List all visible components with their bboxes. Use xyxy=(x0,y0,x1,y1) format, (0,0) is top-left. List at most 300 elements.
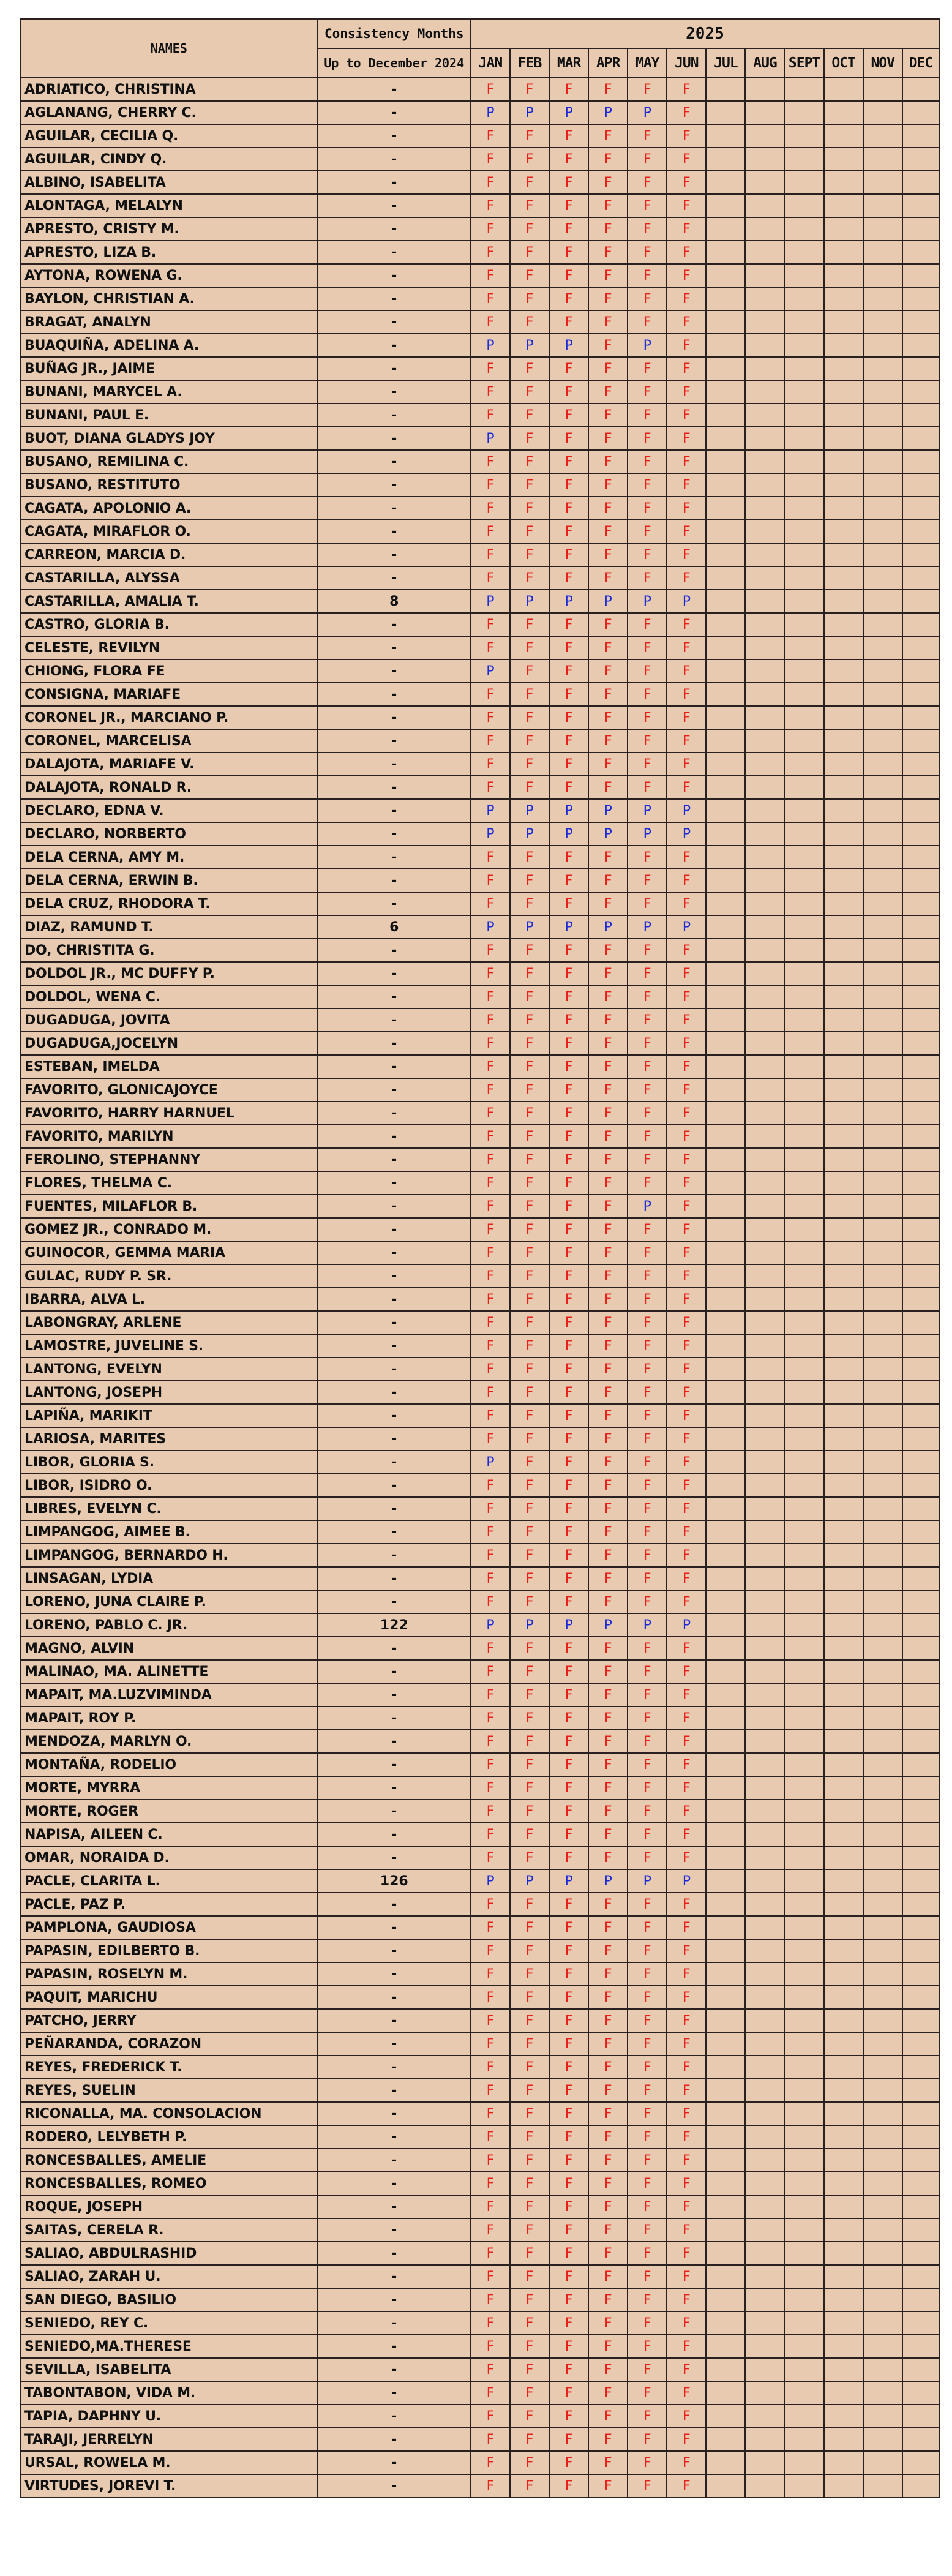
empty-month-cell xyxy=(785,1683,824,1707)
month-mark: F xyxy=(549,124,588,148)
month-mark: F xyxy=(667,1497,706,1520)
empty-month-cell xyxy=(706,1520,745,1544)
member-name: FAVORITO, MARILYN xyxy=(20,1125,318,1148)
month-mark: F xyxy=(510,1032,549,1055)
month-mark: F xyxy=(628,1986,667,2009)
consistency-months-value: - xyxy=(318,1707,471,1730)
month-mark: F xyxy=(588,985,628,1008)
empty-month-cell xyxy=(706,1334,745,1357)
member-name: ALBINO, ISABELITA xyxy=(20,171,318,194)
empty-month-cell xyxy=(902,985,939,1008)
empty-month-cell xyxy=(745,520,784,543)
empty-month-cell xyxy=(824,171,863,194)
empty-month-cell xyxy=(824,1520,863,1544)
consistency-months-value: - xyxy=(318,2079,471,2102)
empty-month-cell xyxy=(785,1497,824,1520)
month-mark: F xyxy=(510,939,549,962)
empty-month-cell xyxy=(785,427,824,450)
empty-month-cell xyxy=(824,1776,863,1800)
month-mark: F xyxy=(628,357,667,380)
month-mark: F xyxy=(667,264,706,287)
empty-month-cell xyxy=(863,1078,902,1102)
month-mark: F xyxy=(510,194,549,217)
year-header: 2025 xyxy=(471,19,939,48)
empty-month-cell xyxy=(745,427,784,450)
month-mark: F xyxy=(510,520,549,543)
month-mark: F xyxy=(471,1567,510,1590)
empty-month-cell xyxy=(785,1264,824,1288)
consistency-months-value: - xyxy=(318,869,471,892)
empty-month-cell xyxy=(824,1008,863,1032)
empty-month-cell xyxy=(863,1590,902,1613)
month-mark: F xyxy=(549,473,588,497)
month-mark: F xyxy=(667,1311,706,1334)
month-mark: F xyxy=(628,1707,667,1730)
month-mark: F xyxy=(510,2381,549,2405)
empty-month-cell xyxy=(745,2056,784,2079)
table-row xyxy=(20,450,939,473)
month-mark: F xyxy=(510,1078,549,1102)
month-mark: F xyxy=(628,636,667,659)
empty-month-cell xyxy=(745,217,784,241)
table-row xyxy=(20,1986,939,2009)
table-row xyxy=(20,1264,939,1288)
empty-month-cell xyxy=(863,1823,902,1846)
month-mark: F xyxy=(471,1171,510,1195)
consistency-months-value: - xyxy=(318,1683,471,1707)
month-mark: P xyxy=(588,590,628,613)
month-mark: F xyxy=(510,1916,549,1939)
month-mark: F xyxy=(510,1567,549,1590)
empty-month-cell xyxy=(863,1381,902,1404)
consistency-months-value: - xyxy=(318,287,471,310)
month-mark: F xyxy=(667,2335,706,2358)
empty-month-cell xyxy=(706,124,745,148)
consistency-months-value: - xyxy=(318,962,471,985)
empty-month-cell xyxy=(902,729,939,753)
month-mark: F xyxy=(471,2335,510,2358)
empty-month-cell xyxy=(785,1171,824,1195)
empty-month-cell xyxy=(863,2311,902,2335)
empty-month-cell xyxy=(706,776,745,799)
empty-month-cell xyxy=(706,1427,745,1451)
month-mark: F xyxy=(667,2358,706,2381)
month-mark: F xyxy=(510,566,549,590)
month-mark: F xyxy=(628,729,667,753)
table-row xyxy=(20,1869,939,1893)
empty-month-cell xyxy=(902,846,939,869)
member-name: MORTE, ROGER xyxy=(20,1800,318,1823)
empty-month-cell xyxy=(902,241,939,264)
month-mark: F xyxy=(510,2218,549,2242)
empty-month-cell xyxy=(902,753,939,776)
month-mark: P xyxy=(471,590,510,613)
empty-month-cell xyxy=(706,1008,745,1032)
member-name: FEROLINO, STEPHANNY xyxy=(20,1148,318,1171)
empty-month-cell xyxy=(824,1660,863,1683)
member-name: DELA CERNA, ERWIN B. xyxy=(20,869,318,892)
month-mark: F xyxy=(628,217,667,241)
member-name: AGUILAR, CECILIA Q. xyxy=(20,124,318,148)
consistency-months-value: - xyxy=(318,450,471,473)
empty-month-cell xyxy=(824,357,863,380)
empty-month-cell xyxy=(902,1148,939,1171)
empty-month-cell xyxy=(785,2451,824,2474)
empty-month-cell xyxy=(785,2032,824,2056)
table-row xyxy=(20,869,939,892)
month-mark: F xyxy=(588,2428,628,2451)
table-row xyxy=(20,1660,939,1683)
empty-month-cell xyxy=(863,2474,902,2498)
month-mark: F xyxy=(667,1962,706,1986)
month-mark: F xyxy=(667,683,706,706)
empty-month-cell xyxy=(824,217,863,241)
empty-month-cell xyxy=(863,404,902,427)
month-mark: F xyxy=(471,1520,510,1544)
month-mark: F xyxy=(667,1823,706,1846)
table-row xyxy=(20,217,939,241)
empty-month-cell xyxy=(863,1125,902,1148)
member-name: PACLE, PAZ P. xyxy=(20,1893,318,1916)
month-mark: P xyxy=(628,1613,667,1637)
empty-month-cell xyxy=(863,566,902,590)
table-row xyxy=(20,334,939,357)
empty-month-cell xyxy=(902,1427,939,1451)
empty-month-cell xyxy=(745,2474,784,2498)
empty-month-cell xyxy=(863,892,902,915)
table-row xyxy=(20,753,939,776)
month-mark: F xyxy=(549,148,588,171)
empty-month-cell xyxy=(902,2172,939,2195)
empty-month-cell xyxy=(824,2335,863,2358)
month-mark: F xyxy=(628,1008,667,1032)
month-mark: F xyxy=(471,2474,510,2498)
empty-month-cell xyxy=(863,1683,902,1707)
member-name: OMAR, NORAIDA D. xyxy=(20,1846,318,1869)
month-mark: F xyxy=(471,1148,510,1171)
month-mark: F xyxy=(667,2428,706,2451)
month-mark: F xyxy=(471,450,510,473)
empty-month-cell xyxy=(745,1567,784,1590)
table-row xyxy=(20,985,939,1008)
empty-month-cell xyxy=(706,962,745,985)
empty-month-cell xyxy=(902,2218,939,2242)
table-row xyxy=(20,683,939,706)
month-mark: F xyxy=(588,2405,628,2428)
month-mark: F xyxy=(628,1800,667,1823)
month-mark: F xyxy=(549,380,588,404)
empty-month-cell xyxy=(824,1381,863,1404)
table-row xyxy=(20,194,939,217)
month-mark: F xyxy=(628,241,667,264)
empty-month-cell xyxy=(706,2265,745,2288)
empty-month-cell xyxy=(902,1404,939,1427)
empty-month-cell xyxy=(902,1893,939,1916)
empty-month-cell xyxy=(902,427,939,450)
empty-month-cell xyxy=(902,2056,939,2079)
empty-month-cell xyxy=(863,194,902,217)
member-name: CHIONG, FLORA FE xyxy=(20,659,318,683)
empty-month-cell xyxy=(785,1707,824,1730)
empty-month-cell xyxy=(863,1613,902,1637)
empty-month-cell xyxy=(745,148,784,171)
empty-month-cell xyxy=(902,2358,939,2381)
member-name: APRESTO, CRISTY M. xyxy=(20,217,318,241)
empty-month-cell xyxy=(824,2079,863,2102)
month-mark: F xyxy=(549,1241,588,1264)
month-mark: F xyxy=(510,1451,549,1474)
consistency-months-value: - xyxy=(318,1078,471,1102)
empty-month-cell xyxy=(706,706,745,729)
member-name: CELESTE, REVILYN xyxy=(20,636,318,659)
month-mark: F xyxy=(588,124,628,148)
month-mark: F xyxy=(510,1311,549,1334)
empty-month-cell xyxy=(706,1544,745,1567)
empty-month-cell xyxy=(863,1451,902,1474)
month-mark: F xyxy=(588,2079,628,2102)
month-mark: F xyxy=(510,1707,549,1730)
table-row xyxy=(20,241,939,264)
month-mark: P xyxy=(628,334,667,357)
month-mark: F xyxy=(588,1823,628,1846)
month-mark: F xyxy=(471,2172,510,2195)
month-mark: P xyxy=(471,334,510,357)
table-row xyxy=(20,1241,939,1264)
month-mark: F xyxy=(471,1404,510,1427)
month-mark: F xyxy=(510,2125,549,2149)
month-mark: F xyxy=(471,148,510,171)
empty-month-cell xyxy=(706,217,745,241)
member-name: DOLDOL, WENA C. xyxy=(20,985,318,1008)
month-mark: F xyxy=(667,380,706,404)
empty-month-cell xyxy=(824,101,863,124)
empty-month-cell xyxy=(863,148,902,171)
empty-month-cell xyxy=(824,148,863,171)
month-mark: F xyxy=(628,2381,667,2405)
empty-month-cell xyxy=(824,1451,863,1474)
empty-month-cell xyxy=(785,497,824,520)
member-name: ROQUE, JOSEPH xyxy=(20,2195,318,2218)
member-name: TAPIA, DAPHNY U. xyxy=(20,2405,318,2428)
empty-month-cell xyxy=(902,590,939,613)
consistency-months-value: - xyxy=(318,1846,471,1869)
table-row xyxy=(20,2335,939,2358)
member-name: AGUILAR, CINDY Q. xyxy=(20,148,318,171)
empty-month-cell xyxy=(824,1567,863,1590)
month-mark: F xyxy=(667,659,706,683)
month-mark: F xyxy=(667,636,706,659)
month-mark: F xyxy=(588,1241,628,1264)
month-mark: F xyxy=(588,427,628,450)
consistency-months-value: - xyxy=(318,1102,471,1125)
empty-month-cell xyxy=(863,2335,902,2358)
month-mark: F xyxy=(628,1893,667,1916)
empty-month-cell xyxy=(902,915,939,939)
month-mark: F xyxy=(471,1008,510,1032)
empty-month-cell xyxy=(785,2265,824,2288)
empty-month-cell xyxy=(785,1218,824,1241)
month-mark: F xyxy=(510,1730,549,1753)
month-mark: F xyxy=(471,310,510,334)
month-mark: F xyxy=(628,776,667,799)
empty-month-cell xyxy=(902,1986,939,2009)
empty-month-cell xyxy=(785,450,824,473)
empty-month-cell xyxy=(745,1730,784,1753)
empty-month-cell xyxy=(745,613,784,636)
month-mark: F xyxy=(667,1939,706,1962)
empty-month-cell xyxy=(706,1241,745,1264)
member-name: APRESTO, LIZA B. xyxy=(20,241,318,264)
empty-month-cell xyxy=(706,683,745,706)
empty-month-cell xyxy=(863,1846,902,1869)
month-mark: F xyxy=(510,171,549,194)
month-mark: F xyxy=(628,2405,667,2428)
month-mark: F xyxy=(588,1474,628,1497)
empty-month-cell xyxy=(824,2218,863,2242)
table-row xyxy=(20,590,939,613)
empty-month-cell xyxy=(863,869,902,892)
month-mark: F xyxy=(549,2172,588,2195)
member-name: ESTEBAN, IMELDA xyxy=(20,1055,318,1078)
empty-month-cell xyxy=(745,78,784,101)
consistency-months-value: - xyxy=(318,1032,471,1055)
empty-month-cell xyxy=(824,1707,863,1730)
consistency-months-value: - xyxy=(318,427,471,450)
empty-month-cell xyxy=(863,729,902,753)
consistency-months-value: - xyxy=(318,1962,471,1986)
empty-month-cell xyxy=(902,1939,939,1962)
month-mark: F xyxy=(510,1962,549,1986)
empty-month-cell xyxy=(863,357,902,380)
month-mark: F xyxy=(471,2405,510,2428)
empty-month-cell xyxy=(785,124,824,148)
month-mark: F xyxy=(471,1055,510,1078)
month-mark: F xyxy=(549,985,588,1008)
member-name: LANTONG, JOSEPH xyxy=(20,1381,318,1404)
member-name: LORENO, PABLO C. JR. xyxy=(20,1613,318,1637)
month-mark: F xyxy=(588,1567,628,1590)
empty-month-cell xyxy=(745,1008,784,1032)
empty-month-cell xyxy=(824,2311,863,2335)
empty-month-cell xyxy=(785,822,824,846)
month-mark: F xyxy=(549,683,588,706)
empty-month-cell xyxy=(902,2102,939,2125)
table-row xyxy=(20,2474,939,2498)
empty-month-cell xyxy=(824,776,863,799)
empty-month-cell xyxy=(863,613,902,636)
month-mark: F xyxy=(628,1730,667,1753)
consistency-months-value: - xyxy=(318,2195,471,2218)
consistency-months-value: - xyxy=(318,2381,471,2405)
empty-month-cell xyxy=(863,1916,902,1939)
month-mark: F xyxy=(549,264,588,287)
month-mark: F xyxy=(510,1008,549,1032)
month-mark: F xyxy=(471,2311,510,2335)
empty-month-cell xyxy=(706,799,745,822)
month-mark: F xyxy=(588,1125,628,1148)
month-mark: F xyxy=(549,171,588,194)
month-mark: F xyxy=(510,1753,549,1776)
empty-month-cell xyxy=(824,2102,863,2125)
month-mark: F xyxy=(549,1544,588,1567)
month-mark: F xyxy=(667,1660,706,1683)
member-name: LINSAGAN, LYDIA xyxy=(20,1567,318,1590)
empty-month-cell xyxy=(863,2079,902,2102)
month-mark: F xyxy=(510,1590,549,1613)
month-mark: F xyxy=(510,2451,549,2474)
month-mark: F xyxy=(628,450,667,473)
consistency-months-value: - xyxy=(318,171,471,194)
month-mark: F xyxy=(510,241,549,264)
month-mark: F xyxy=(667,1195,706,1218)
month-mark: P xyxy=(667,915,706,939)
consistency-months-value: - xyxy=(318,404,471,427)
empty-month-cell xyxy=(902,1078,939,1102)
table-row xyxy=(20,1823,939,1846)
month-mark: F xyxy=(667,1590,706,1613)
empty-month-cell xyxy=(745,659,784,683)
empty-month-cell xyxy=(745,1381,784,1404)
consistency-months-value: - xyxy=(318,1125,471,1148)
empty-month-cell xyxy=(785,1637,824,1660)
empty-month-cell xyxy=(745,1869,784,1893)
month-mark: F xyxy=(510,2195,549,2218)
consistency-months-value: - xyxy=(318,2218,471,2242)
empty-month-cell xyxy=(902,2311,939,2335)
empty-month-cell xyxy=(785,1869,824,1893)
empty-month-cell xyxy=(706,1567,745,1590)
consistency-months-value: - xyxy=(318,1776,471,1800)
table-row xyxy=(20,962,939,985)
empty-month-cell xyxy=(745,1497,784,1520)
empty-month-cell xyxy=(745,1893,784,1916)
month-mark: F xyxy=(628,566,667,590)
month-mark: F xyxy=(588,1986,628,2009)
month-mark: F xyxy=(549,1055,588,1078)
empty-month-cell xyxy=(785,1800,824,1823)
table-row xyxy=(20,310,939,334)
member-name: DELA CERNA, AMY M. xyxy=(20,846,318,869)
month-mark: F xyxy=(510,404,549,427)
month-mark: F xyxy=(667,2125,706,2149)
month-mark: F xyxy=(510,1893,549,1916)
month-mark: F xyxy=(510,1683,549,1707)
month-header-aug: AUG xyxy=(745,48,784,78)
empty-month-cell xyxy=(785,310,824,334)
member-name: LARIOSA, MARITES xyxy=(20,1427,318,1451)
empty-month-cell xyxy=(785,148,824,171)
month-mark: F xyxy=(549,2125,588,2149)
month-mark: F xyxy=(628,1357,667,1381)
month-mark: P xyxy=(588,915,628,939)
month-mark: F xyxy=(510,1171,549,1195)
month-mark: F xyxy=(628,683,667,706)
empty-month-cell xyxy=(706,2009,745,2032)
month-mark: F xyxy=(628,2335,667,2358)
empty-month-cell xyxy=(706,2242,745,2265)
empty-month-cell xyxy=(902,1660,939,1683)
table-row xyxy=(20,2032,939,2056)
empty-month-cell xyxy=(706,1078,745,1102)
empty-month-cell xyxy=(785,869,824,892)
consistency-months-value: - xyxy=(318,2288,471,2311)
empty-month-cell xyxy=(824,1474,863,1497)
consistency-months-value: - xyxy=(318,78,471,101)
consistency-months-value: - xyxy=(318,124,471,148)
empty-month-cell xyxy=(706,1102,745,1125)
empty-month-cell xyxy=(902,962,939,985)
month-mark: F xyxy=(510,2079,549,2102)
